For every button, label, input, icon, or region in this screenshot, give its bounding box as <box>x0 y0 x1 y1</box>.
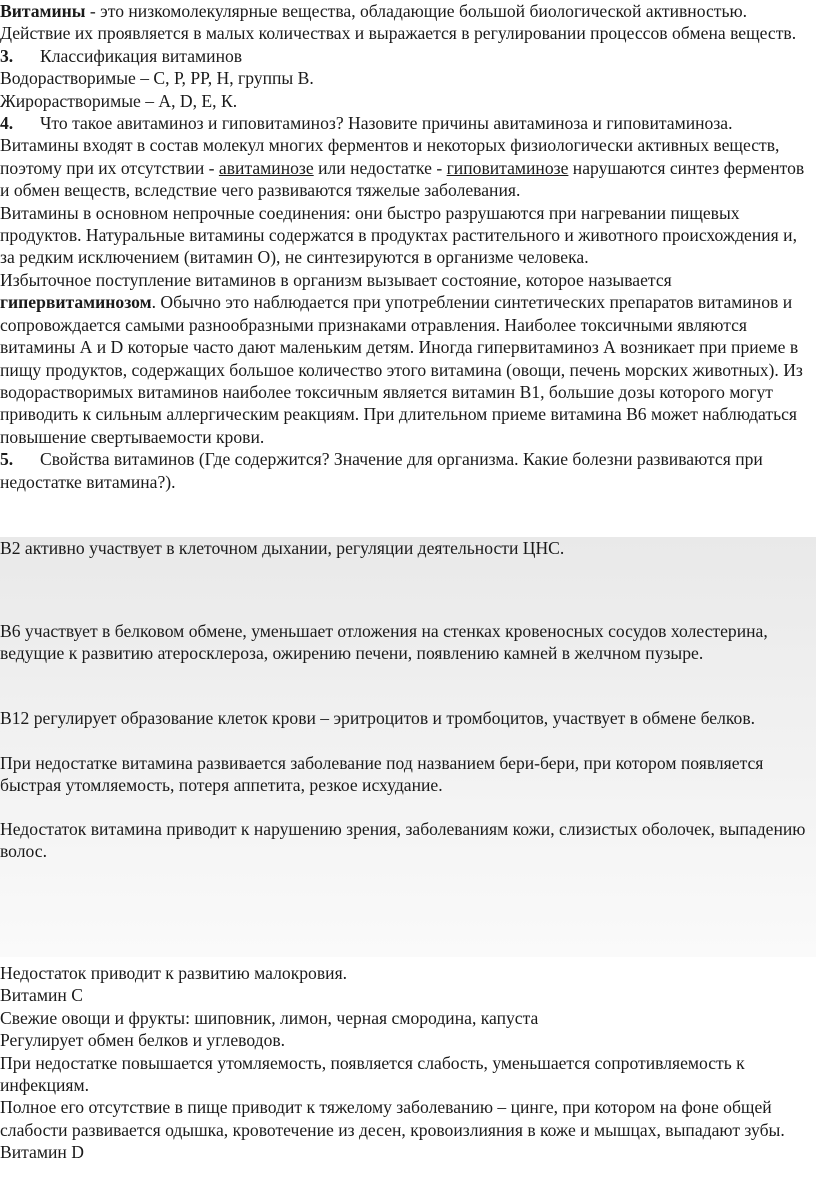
beriberi-paragraph: При недостатке витамина развивается заболевание под названием бери-бери, при котором появляется быстрая утомляемость, потеря аппетита, резкое исхудание. <box>0 753 764 796</box>
para1-text-a: Витамины входят в состав молекул многих ферментов и некоторых физиологически активных веществ, поэтому при их отсутствии - <box>0 135 780 178</box>
b6-paragraph: B6 участвует в белковом обмене, уменьшает отложения на стенках кровеносных сосудов холестерина, ведущие к развитию атеросклероза, ожирению печени, появлению камней в желчном пузыре. <box>0 621 768 664</box>
section4-number: 4. <box>0 113 14 134</box>
section4-paragraph-3 <box>0 269 812 448</box>
b2-paragraph: B2 активно участвует в клеточном дыхании, регуляции деятельности ЦНС. <box>0 538 565 558</box>
shaded-block <box>0 537 816 957</box>
section3-number: 3. <box>0 45 14 66</box>
section4-title: Что такое авитаминоз и гиповитаминоз? Назовите причины авитаминоза и гиповитаминоза. <box>40 113 733 134</box>
avitaminosis-link[interactable]: авитаминозе <box>218 157 314 178</box>
vitamin-c-sources: Свежие овощи и фрукты: шиповник, лимон, черная смородина, капуста <box>0 1007 539 1028</box>
section5-heading <box>0 448 812 493</box>
para1-text-c: нарушаются синтез ферментов и обмен веществ, вследствие чего развиваются тяжелые заболевания. <box>0 157 805 201</box>
section3-heading <box>0 45 812 67</box>
deficiency-paragraph: Недостаток витамина приводит к нарушению зрения, заболеваниям кожи, слизистых оболочек, выпадению волос. <box>0 819 806 862</box>
water-soluble-line: Водорастворимые – С, Р, РР, Н, группы В. <box>0 68 314 89</box>
bottom-block <box>0 962 812 1164</box>
vitamin-c-scurvy: Полное его отсутствие в пище приводит к тяжелому заболеванию – цинге, при котором на фоне общей слабости развивается одышка, кровотечение из десен, кровоизлияния в коже и мышцах, выпадают зубы. <box>0 1097 785 1140</box>
hypervitaminosis-term: гипервитаминозом <box>0 292 152 313</box>
b12-paragraph: B12 регулирует образование клеток крови – эритроцитов и тромбоцитов, участвует в обмене белков. <box>0 708 756 728</box>
para1-text-b: или недостатке - <box>313 157 447 178</box>
vitamin-c-role: Регулирует обмен белков и углеводов. <box>0 1030 286 1051</box>
section4-paragraph-1 <box>0 134 812 201</box>
section4-heading <box>0 112 812 134</box>
section4-paragraph-2: Витамины в основном непрочные соединения: они быстро разрушаются при нагревании пищевых продуктов. Натуральные витамины содержатся в продуктах растительного и животного происхождения и, за редким исключением (витамин О), не синтезируются в организме человека. <box>0 202 797 268</box>
para3-text-b: . Обычно это наблюдается при употреблении синтетических препаратов витаминов и сопровождается самыми разнообразными признаками отравления. Наиболее токсичными являются витамины А и D которые часто дают маленьким детям. Иногда гипервитаминоз А возникает при приеме в пищу продуктов, содержащих большое количество этого витамина (овощи, печень морских животных). Из водорастворимых витаминов наиболее токсичным является витамин B1, большие дозы которого могут приводить к сильным аллергическим реакциям. При длительном приеме витамина В6 может наблюдаться повышение свертываемости крови. <box>0 292 803 447</box>
vitamin-d-title: Витамин D <box>0 1142 84 1163</box>
document-top <box>0 0 812 493</box>
vitamin-c-title: Витамин С <box>0 985 83 1006</box>
vitamin-c-lack: При недостатке повышается утомляемость, появляется слабость, уменьшается сопротивляемость к инфекциям. <box>0 1052 745 1096</box>
para3-text-a: Избыточное поступление витаминов в организм вызывает состояние, которое называется <box>0 269 672 290</box>
intro-paragraph <box>0 0 812 45</box>
intro-text: - это низкомолекулярные вещества, обладающие большой биологической активностью. Действие их проявляется в малых количествах и выражается в регулировании процессов обмена веществ. <box>0 1 797 44</box>
anemia-line: Недостаток приводит к развитию малокровия. <box>0 963 348 983</box>
fat-soluble-line: Жирорастворимые – А, D, Е, К. <box>0 90 238 111</box>
section5-title: Свойства витаминов (Где содержится? Значение для организма. Какие болезни развиваются при недостатке витамина?). <box>0 449 763 492</box>
intro-term: Витамины <box>0 1 86 21</box>
section3-title: Классификация витаминов <box>40 45 243 66</box>
hypovitaminosis-link[interactable]: гиповитаминозе <box>446 157 569 178</box>
section5-number: 5. <box>0 449 14 470</box>
